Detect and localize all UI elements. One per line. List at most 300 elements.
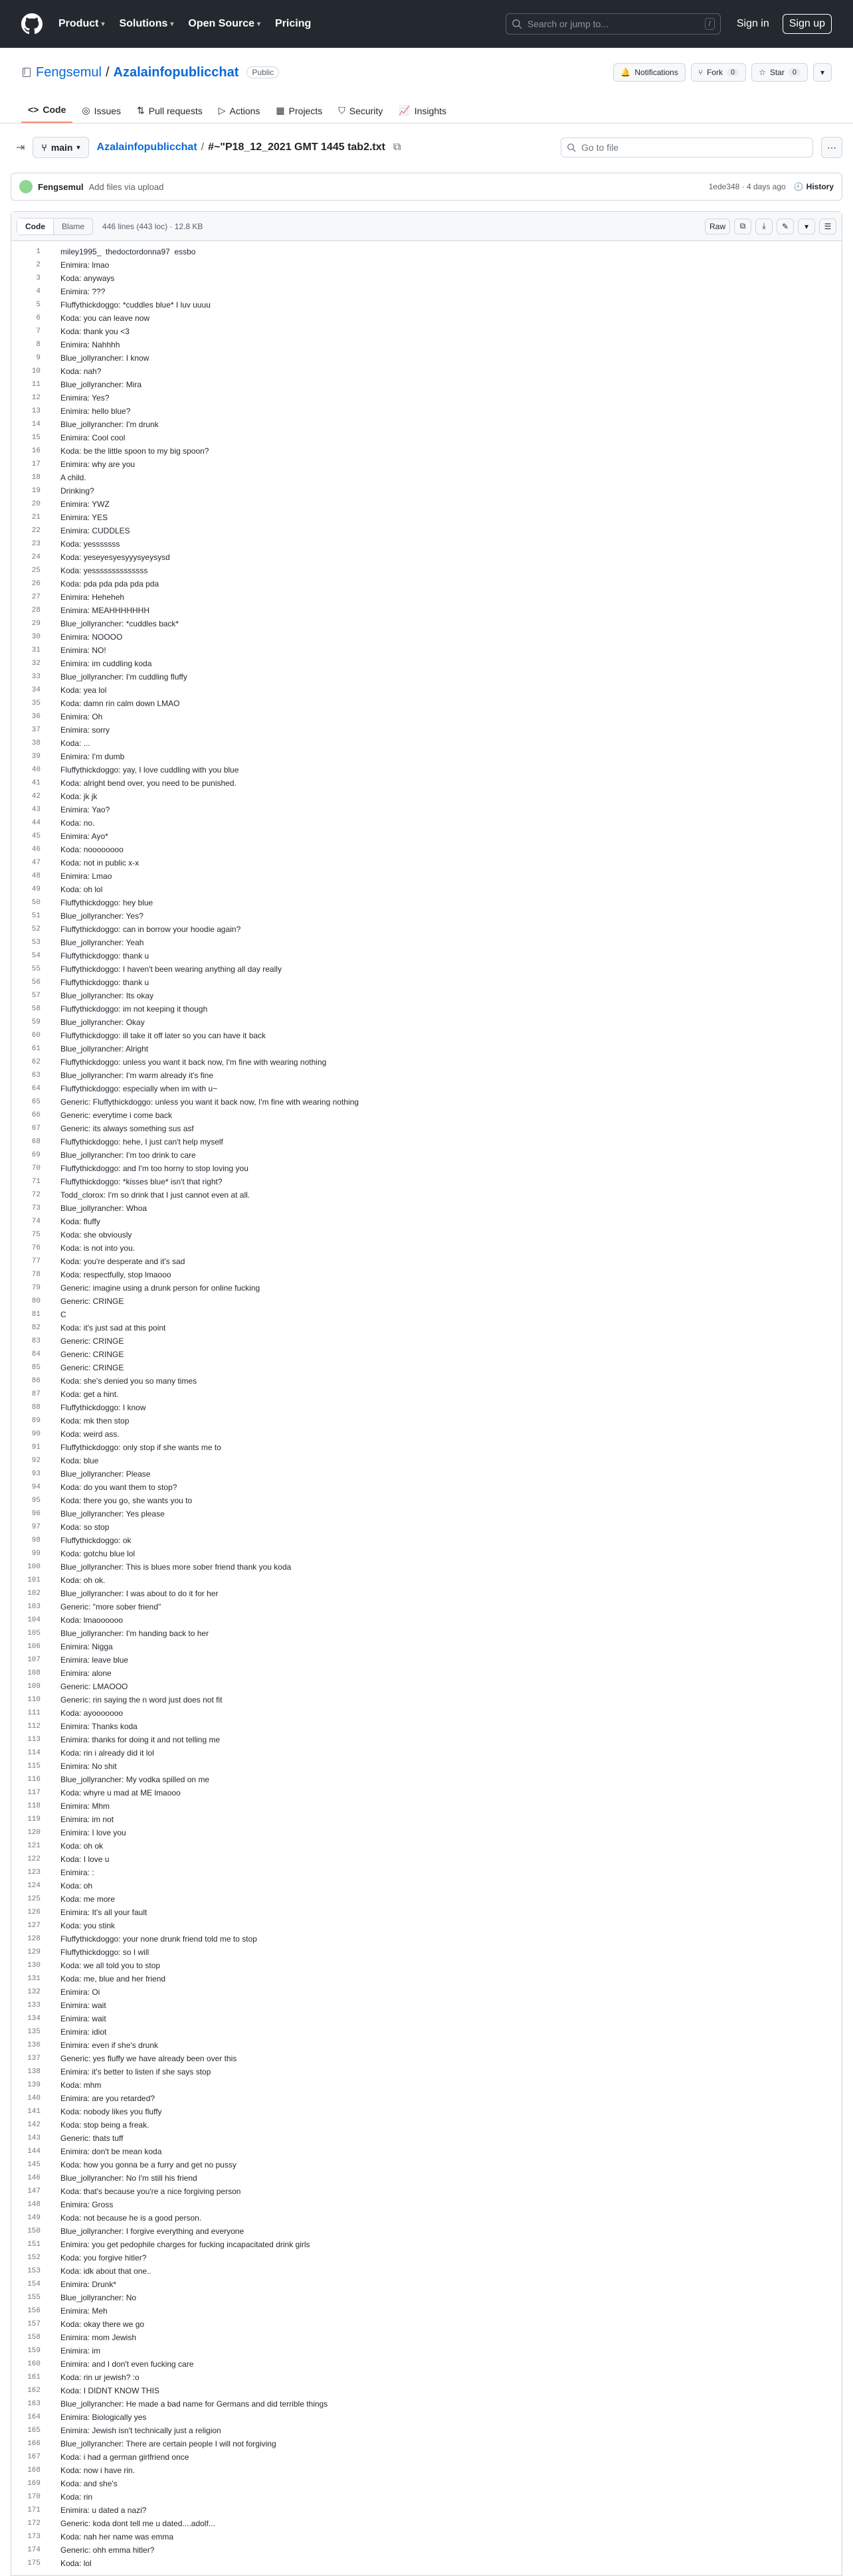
visibility-badge: Public (246, 66, 279, 78)
line-number[interactable]: 2 (36, 261, 41, 269)
line-text: Koda: she's denied you so many times (60, 1376, 197, 1386)
line-number[interactable]: 108 (27, 1669, 41, 1677)
line-number[interactable]: 10 (31, 367, 41, 375)
line-number[interactable]: 7 (36, 327, 41, 335)
line-number[interactable]: 41 (31, 779, 41, 787)
line-text: Fluffythickdoggo: so I will (60, 1948, 149, 1957)
line-number[interactable]: 111 (27, 1709, 41, 1717)
code-line (11, 737, 842, 750)
line-number[interactable]: 123 (27, 1869, 41, 1877)
line-number[interactable]: 22 (31, 527, 41, 535)
line-text: Blue_jollyrancher: This is blues more sober friend thank you koda (60, 1562, 292, 1572)
line-number[interactable]: 32 (31, 660, 41, 668)
line-number[interactable]: 171 (27, 2506, 41, 2514)
line-number[interactable]: 136 (27, 2041, 41, 2049)
code-line (11, 1972, 842, 1985)
line-number[interactable]: 167 (27, 2453, 41, 2461)
tab-insights[interactable] (392, 105, 453, 123)
line-number[interactable]: 65 (31, 1098, 41, 1106)
line-number[interactable]: 141 (27, 2108, 41, 2116)
chevron-down-icon[interactable]: ▾ (798, 219, 815, 234)
line-number[interactable]: 58 (31, 1005, 41, 1013)
line-number[interactable]: 90 (31, 1430, 41, 1438)
line-text: Fluffythickdoggo: hehe, I just can't help myself (60, 1137, 223, 1147)
line-number[interactable]: 63 (31, 1071, 41, 1079)
tab-pull-requests[interactable] (130, 105, 209, 123)
line-number[interactable]: 19 (31, 487, 41, 495)
line-number[interactable]: 106 (27, 1643, 41, 1651)
line-number[interactable]: 28 (31, 606, 41, 614)
line-number[interactable]: 81 (31, 1311, 41, 1319)
line-number[interactable]: 16 (31, 447, 41, 455)
code-line (11, 1427, 842, 1441)
line-number[interactable]: 49 (31, 885, 41, 893)
nav-solutions[interactable] (119, 18, 173, 30)
code-line (11, 2543, 842, 2557)
line-number[interactable]: 151 (27, 2241, 41, 2249)
line-number[interactable]: 166 (27, 2440, 41, 2448)
line-number[interactable]: 148 (27, 2201, 41, 2209)
avatar[interactable] (19, 180, 33, 193)
code-line (11, 1547, 842, 1560)
view-toggle (17, 218, 93, 235)
line-number[interactable]: 95 (31, 1497, 41, 1505)
line-number[interactable]: 119 (27, 1815, 41, 1823)
line-number[interactable]: 78 (31, 1271, 41, 1279)
github-logo-icon[interactable] (21, 13, 43, 35)
line-number[interactable]: 152 (27, 2254, 41, 2262)
commit-message[interactable]: Add files via upload (88, 181, 164, 192)
line-number[interactable]: 93 (31, 1470, 41, 1478)
line-number[interactable]: 34 (31, 686, 41, 694)
line-number[interactable]: 56 (31, 978, 41, 986)
line-number[interactable]: 137 (27, 2055, 41, 2063)
line-text: Fluffythickdoggo: yay, I love cuddling with you blue (60, 765, 239, 775)
line-number[interactable]: 60 (31, 1032, 41, 1040)
star-dropdown-button[interactable] (813, 63, 832, 82)
line-text: Koda: oh lol (60, 885, 103, 894)
line-number[interactable]: 140 (27, 2094, 41, 2102)
code-line (11, 2118, 842, 2132)
line-number[interactable]: 47 (31, 859, 41, 867)
code-line (11, 1334, 842, 1348)
code-line (11, 2171, 842, 2185)
line-number[interactable]: 89 (31, 1417, 41, 1425)
line-text: Generic: koda dont tell me u dated....adolf... (60, 2519, 215, 2528)
code-line (11, 830, 842, 843)
line-text: Fluffythickdoggo: your none drunk friend told me to stop (60, 1934, 257, 1944)
line-number[interactable]: 73 (31, 1204, 41, 1212)
go-to-file-input[interactable] (561, 138, 813, 157)
line-number[interactable]: 9 (36, 354, 41, 362)
code-line (11, 1122, 842, 1135)
tab-issues-label: Issues (94, 105, 122, 116)
line-number[interactable]: 88 (31, 1404, 41, 1412)
code-line (11, 684, 842, 697)
line-number[interactable]: 91 (31, 1443, 41, 1451)
line-number[interactable]: 57 (31, 992, 41, 1000)
nav-open-source[interactable] (188, 18, 260, 30)
line-number[interactable]: 143 (27, 2134, 41, 2142)
code-line (11, 2344, 842, 2357)
line-number[interactable]: 33 (31, 673, 41, 681)
code-line (11, 870, 842, 883)
line-number[interactable]: 129 (27, 1948, 41, 1956)
line-number[interactable]: 1 (36, 248, 41, 256)
line-number[interactable]: 83 (31, 1337, 41, 1345)
line-number[interactable]: 4 (36, 288, 41, 296)
line-text: Enimira: Oi (60, 1987, 100, 1997)
line-number[interactable]: 149 (27, 2214, 41, 2222)
line-number[interactable]: 175 (27, 2559, 41, 2567)
line-number[interactable]: 98 (31, 1536, 41, 1544)
line-number[interactable]: 127 (27, 1922, 41, 1930)
line-number[interactable]: 42 (31, 792, 41, 800)
line-number[interactable]: 130 (27, 1962, 41, 1970)
line-text: Koda: fluffy (60, 1217, 100, 1226)
blame-view-button[interactable]: Blame (62, 221, 85, 231)
code-line (11, 458, 842, 471)
line-number[interactable]: 13 (31, 407, 41, 415)
line-number[interactable]: 37 (31, 726, 41, 734)
line-number[interactable]: 163 (27, 2400, 41, 2408)
tab-issues[interactable] (75, 105, 128, 123)
line-text: Enimira: Nigga (60, 1642, 113, 1651)
line-number[interactable]: 169 (27, 2480, 41, 2488)
line-number[interactable]: 124 (27, 1882, 41, 1890)
line-number[interactable]: 174 (27, 2546, 41, 2554)
line-number[interactable]: 162 (27, 2387, 41, 2395)
line-number[interactable]: 97 (31, 1523, 41, 1531)
line-number[interactable]: 45 (31, 832, 41, 840)
shield-icon: ⛉ (338, 105, 345, 116)
line-number[interactable]: 74 (31, 1218, 41, 1226)
search-input[interactable] (506, 13, 721, 35)
line-number[interactable]: 146 (27, 2174, 41, 2182)
line-text: Koda: lol (60, 2559, 92, 2568)
copy-icon[interactable]: ⧉ (393, 141, 401, 153)
line-number[interactable]: 40 (31, 766, 41, 774)
line-number[interactable]: 27 (31, 593, 41, 601)
line-text: Koda: respectfully, stop lmaooo (60, 1270, 171, 1279)
line-text: Koda: nobody likes you fluffy (60, 2107, 162, 2116)
line-number[interactable]: 84 (31, 1350, 41, 1358)
line-number[interactable]: 105 (27, 1629, 41, 1637)
line-number[interactable]: 102 (27, 1590, 41, 1598)
code-line (11, 2331, 842, 2344)
code-line (11, 498, 842, 511)
line-text: Enimira: MEAHHHHHHH (60, 606, 150, 615)
line-number[interactable]: 164 (27, 2413, 41, 2421)
line-number[interactable]: 17 (31, 460, 41, 468)
line-number[interactable]: 61 (31, 1045, 41, 1053)
line-text: Koda: mhm (60, 2080, 102, 2090)
line-text: Koda: is not into you. (60, 1243, 136, 1253)
line-number[interactable]: 122 (27, 1855, 41, 1863)
branch-selector[interactable] (33, 137, 88, 158)
breadcrumb-repo-link[interactable]: Azalainfopublicchat (96, 141, 197, 153)
line-number[interactable]: 125 (27, 1895, 41, 1903)
line-number[interactable]: 62 (31, 1058, 41, 1066)
line-number[interactable]: 21 (31, 513, 41, 521)
line-number[interactable]: 133 (27, 2001, 41, 2009)
line-text: Enimira: are you retarded? (60, 2094, 155, 2103)
line-number[interactable]: 52 (31, 925, 41, 933)
line-number[interactable]: 75 (31, 1231, 41, 1239)
code-line (11, 2504, 842, 2517)
line-number[interactable]: 77 (31, 1257, 41, 1265)
code-line (11, 2517, 842, 2530)
line-number[interactable]: 107 (27, 1656, 41, 1664)
line-number[interactable]: 121 (27, 1842, 41, 1850)
tab-actions[interactable] (212, 105, 267, 123)
line-text: Enimira: Nahhhh (60, 340, 120, 349)
tab-code[interactable] (21, 104, 72, 123)
code-line (11, 697, 842, 710)
line-number[interactable]: 100 (27, 1563, 41, 1571)
line-number[interactable]: 23 (31, 540, 41, 548)
line-number[interactable]: 173 (27, 2533, 41, 2541)
line-text: Generic: ohh emma hitler? (60, 2545, 155, 2555)
line-number[interactable]: 86 (31, 1377, 41, 1385)
line-number[interactable]: 29 (31, 620, 41, 628)
line-number[interactable]: 35 (31, 699, 41, 707)
repo-name-link[interactable]: Azalainfopublicchat (113, 64, 239, 80)
line-number[interactable]: 172 (27, 2520, 41, 2528)
symbols-panel-icon[interactable]: ☰ (819, 219, 836, 234)
line-number[interactable]: 158 (27, 2334, 41, 2342)
line-number[interactable]: 71 (31, 1178, 41, 1186)
line-number[interactable]: 168 (27, 2466, 41, 2474)
line-text: Blue_jollyrancher: I'm warm already it's fine (60, 1071, 214, 1080)
line-text: Koda: there you go, she wants you to (60, 1496, 193, 1505)
line-number[interactable]: 43 (31, 806, 41, 814)
line-number[interactable]: 147 (27, 2187, 41, 2195)
line-number[interactable]: 145 (27, 2161, 41, 2169)
line-number[interactable]: 156 (27, 2307, 41, 2315)
line-number[interactable]: 99 (31, 1550, 41, 1558)
tab-security[interactable] (332, 105, 389, 123)
line-text: Enimira: wait (60, 2014, 106, 2023)
download-icon[interactable]: ⤓ (755, 219, 773, 234)
line-number[interactable]: 12 (31, 394, 41, 402)
line-number[interactable]: 80 (31, 1297, 41, 1305)
code-line (11, 1029, 842, 1042)
line-text: Koda: that's because you're a nice forgiving person (60, 2187, 241, 2196)
line-number[interactable]: 126 (27, 1908, 41, 1916)
line-number[interactable]: 20 (31, 500, 41, 508)
line-text: Enimira: don't be mean koda (60, 2147, 162, 2156)
line-number[interactable]: 85 (31, 1364, 41, 1372)
line-text: Generic: its always something sus asf (60, 1124, 194, 1133)
line-number[interactable]: 135 (27, 2028, 41, 2036)
notifications-button[interactable] (613, 63, 685, 82)
line-number[interactable]: 132 (27, 1988, 41, 1996)
commit-author[interactable]: Fengsemul (38, 181, 84, 192)
line-number[interactable]: 117 (27, 1789, 41, 1797)
line-number[interactable]: 112 (27, 1722, 41, 1730)
code-line (11, 1308, 842, 1321)
line-number[interactable]: 79 (31, 1284, 41, 1292)
edit-icon[interactable]: ✎ (777, 219, 794, 234)
line-number[interactable]: 138 (27, 2068, 41, 2076)
code-line (11, 2264, 842, 2278)
line-text: Fluffythickdoggo: and I'm too horny to stop loving you (60, 1164, 248, 1173)
code-line (11, 537, 842, 551)
line-text: Koda: it's just sad at this point (60, 1323, 166, 1333)
line-number[interactable]: 53 (31, 939, 41, 947)
line-number[interactable]: 113 (27, 1736, 41, 1744)
repo-owner-link[interactable]: Fengsemul (36, 64, 102, 80)
line-number[interactable]: 38 (31, 739, 41, 747)
line-number[interactable]: 118 (27, 1802, 41, 1810)
line-number[interactable]: 160 (27, 2360, 41, 2368)
line-text: Enimira: YWZ (60, 500, 110, 509)
line-number[interactable]: 101 (27, 1576, 41, 1584)
line-number[interactable]: 50 (31, 899, 41, 907)
commit-time: 4 days ago (746, 182, 786, 191)
line-text: Enimira: why are you (60, 460, 136, 469)
fork-button[interactable] (691, 63, 746, 82)
pull-request-icon: ⇅ (137, 105, 145, 116)
line-number[interactable]: 87 (31, 1390, 41, 1398)
line-number[interactable]: 82 (31, 1324, 41, 1332)
history-button[interactable] (794, 182, 834, 191)
fork-label: Fork (706, 68, 723, 77)
sign-up-button[interactable]: Sign up (783, 14, 832, 34)
line-number[interactable]: 48 (31, 872, 41, 880)
line-number[interactable]: 165 (27, 2427, 41, 2435)
sign-in-link[interactable]: Sign in (736, 18, 769, 29)
line-number[interactable]: 72 (31, 1191, 41, 1199)
raw-button[interactable]: Raw (705, 219, 730, 234)
line-number[interactable]: 109 (27, 1683, 41, 1691)
line-number[interactable]: 51 (31, 912, 41, 920)
line-number[interactable]: 116 (27, 1776, 41, 1784)
line-text: Enimira: even if she's drunk (60, 2041, 159, 2050)
line-number[interactable]: 142 (27, 2121, 41, 2129)
line-number[interactable]: 134 (27, 2015, 41, 2023)
commit-hash-time[interactable]: 1ede348 · 4 days ago (708, 182, 786, 191)
line-number[interactable]: 6 (36, 314, 41, 322)
line-number[interactable]: 154 (27, 2280, 41, 2288)
line-number[interactable]: 92 (31, 1457, 41, 1465)
line-number[interactable]: 114 (27, 1749, 41, 1757)
star-button[interactable] (751, 63, 808, 82)
line-number[interactable]: 66 (31, 1111, 41, 1119)
code-line (11, 2530, 842, 2543)
line-number[interactable]: 44 (31, 819, 41, 827)
line-number[interactable]: 14 (31, 420, 41, 428)
search-placeholder: Search or jump to... (527, 19, 609, 29)
line-text: Enimira: and I don't even fucking care (60, 2359, 194, 2369)
line-number[interactable]: 144 (27, 2148, 41, 2156)
line-text: Koda: how you gonna be a furry and get no pussy (60, 2160, 237, 2169)
line-number[interactable]: 3 (36, 274, 41, 282)
line-number[interactable]: 103 (27, 1603, 41, 1611)
line-number[interactable]: 24 (31, 553, 41, 561)
code-line (11, 1109, 842, 1122)
line-number[interactable]: 69 (31, 1151, 41, 1159)
code-line (11, 1414, 842, 1427)
line-text: Generic: thats tuff (60, 2134, 124, 2143)
line-number[interactable]: 128 (27, 1935, 41, 1943)
line-text: Koda: rin ur jewish? :o (60, 2373, 140, 2382)
star-icon: ☆ (759, 68, 766, 77)
line-number[interactable]: 31 (31, 646, 41, 654)
line-number[interactable]: 67 (31, 1125, 41, 1133)
line-text: Enimira: I'm dumb (60, 752, 125, 761)
line-number[interactable]: 115 (27, 1762, 41, 1770)
tab-projects[interactable] (269, 105, 329, 123)
line-number[interactable]: 76 (31, 1244, 41, 1252)
line-number[interactable]: 11 (31, 381, 41, 389)
line-number[interactable]: 96 (31, 1510, 41, 1518)
line-number[interactable]: 25 (31, 567, 41, 575)
line-number[interactable]: 59 (31, 1018, 41, 1026)
line-number[interactable]: 161 (27, 2373, 41, 2381)
line-text: Fluffythickdoggo: *cuddles blue* I luv uuuu (60, 300, 211, 310)
line-text: Blue_jollyrancher: No I'm still his friend (60, 2173, 197, 2183)
line-number[interactable]: 36 (31, 713, 41, 721)
nav-pricing[interactable] (275, 18, 311, 30)
line-number[interactable]: 54 (31, 952, 41, 960)
line-number[interactable]: 39 (31, 753, 41, 761)
more-options-button[interactable] (821, 137, 842, 158)
code-view-button[interactable]: Code (17, 219, 54, 234)
line-text: Enimira: sorry (60, 725, 110, 735)
sidebar-expand-icon[interactable]: ⇥ (16, 142, 25, 153)
nav-product[interactable] (58, 18, 104, 30)
line-number[interactable]: 26 (31, 580, 41, 588)
line-number[interactable]: 120 (27, 1829, 41, 1837)
line-text: Enimira: hello blue? (60, 407, 131, 416)
line-number[interactable]: 68 (31, 1138, 41, 1146)
line-number[interactable]: 5 (36, 301, 41, 309)
line-number[interactable]: 139 (27, 2081, 41, 2089)
code-line (11, 2477, 842, 2490)
line-number[interactable]: 55 (31, 965, 41, 973)
line-number[interactable]: 157 (27, 2320, 41, 2328)
code-line (11, 2384, 842, 2397)
line-number[interactable]: 170 (27, 2493, 41, 2501)
line-number[interactable]: 46 (31, 846, 41, 854)
line-number[interactable]: 18 (31, 474, 41, 482)
line-number[interactable]: 30 (31, 633, 41, 641)
line-number[interactable]: 104 (27, 1616, 41, 1624)
line-text: Fluffythickdoggo: especially when im with u~ (60, 1084, 218, 1093)
line-number[interactable]: 70 (31, 1164, 41, 1172)
copy-raw-icon[interactable]: ⧉ (734, 219, 751, 234)
code-line (11, 777, 842, 790)
file-viewer (11, 211, 842, 2576)
line-number[interactable]: 131 (27, 1975, 41, 1983)
line-number[interactable]: 64 (31, 1085, 41, 1093)
chevron-down-icon: ▾ (256, 20, 261, 28)
line-number[interactable]: 8 (36, 341, 41, 349)
line-number[interactable]: 110 (27, 1696, 41, 1704)
line-number[interactable]: 94 (31, 1483, 41, 1491)
code-line (11, 790, 842, 803)
code-line (11, 1613, 842, 1627)
line-text: Enimira: Drunk* (60, 2280, 117, 2289)
line-number[interactable]: 153 (27, 2267, 41, 2275)
line-number[interactable]: 155 (27, 2294, 41, 2302)
line-number[interactable]: 15 (31, 434, 41, 442)
line-number[interactable]: 159 (27, 2347, 41, 2355)
line-text: Enimira: alone (60, 1669, 112, 1678)
line-number[interactable]: 150 (27, 2227, 41, 2235)
